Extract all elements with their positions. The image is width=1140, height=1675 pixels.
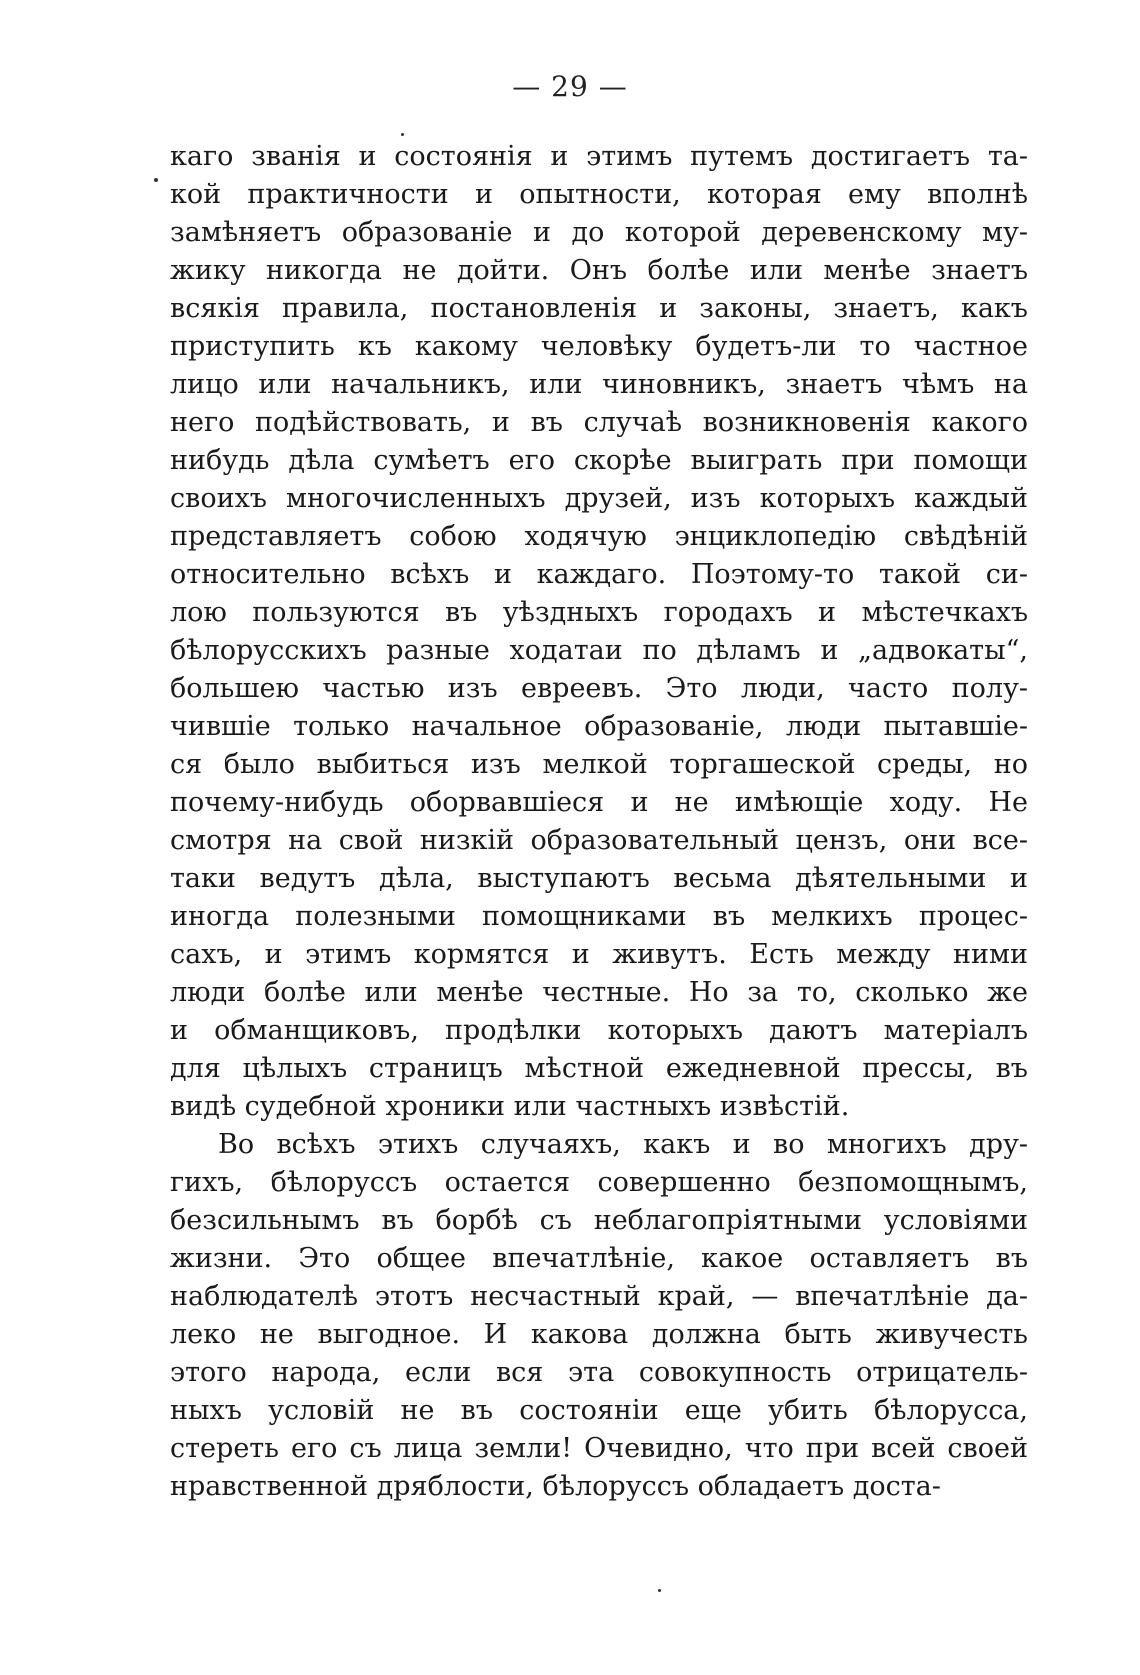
text-line: бѣлорусскихъ разные ходатаи по дѣламъ и „адвокаты“, xyxy=(170,635,1028,666)
paragraph-1 xyxy=(170,138,1028,1126)
text-line: Во всѣхъ этихъ случаяхъ, какъ и во многихъ дру- xyxy=(218,1129,1028,1160)
body-text xyxy=(170,138,1028,1506)
text-line: гихъ, бѣлоруссъ остается совершенно безпомощнымъ, xyxy=(170,1167,1028,1198)
text-line: относительно всѣхъ и каждаго. Поэтому-то такой си- xyxy=(170,559,1028,590)
print-speck xyxy=(658,1589,661,1592)
text-line: жизни. Это общее впечатлѣніе, какое оставляетъ въ xyxy=(170,1243,1028,1274)
text-line: иногда полезными помощниками въ мелкихъ процес- xyxy=(170,901,1028,932)
text-line: чившіе только начальное образованіе, люди пытавшіе- xyxy=(170,711,1028,742)
text-line: нравственной дряблости, бѣлоруссъ обладаетъ доста- xyxy=(170,1471,941,1502)
page-number: — 29 — xyxy=(512,70,628,103)
text-line: безсильнымъ въ борбѣ съ неблагопріятными условіями xyxy=(170,1205,1028,1236)
text-line: замѣняетъ образованіе и до которой деревенскому му- xyxy=(170,217,1028,248)
text-line: лою пользуются въ уѣздныхъ городахъ и мѣстечкахъ xyxy=(170,597,1028,628)
text-line: ныхъ условій не въ состояніи еще убить бѣлорусса, xyxy=(170,1395,1028,1426)
text-line: лицо или начальникъ, или чиновникъ, знаетъ чѣмъ на xyxy=(170,369,1028,400)
print-speck xyxy=(154,178,158,182)
text-line: него подѣйствовать, и въ случаѣ возникновенія какого xyxy=(170,407,1028,438)
paragraph-2 xyxy=(170,1126,1028,1506)
text-line: представляетъ собою ходячую энциклопедію свѣдѣній xyxy=(170,521,1028,552)
text-line: кой практичности и опытности, которая ему вполнѣ xyxy=(170,179,1028,210)
print-speck xyxy=(401,133,404,136)
text-line: таки ведутъ дѣла, выступаютъ весьма дѣятельными и xyxy=(170,863,1028,894)
text-line: и обманщиковъ, продѣлки которыхъ даютъ матеріалъ xyxy=(170,1015,1028,1046)
text-line: сахъ, и этимъ кормятся и живутъ. Есть между ними xyxy=(170,939,1028,970)
text-line: ся было выбиться изъ мелкой торгашеской среды, но xyxy=(170,749,1028,780)
text-line: нибудь дѣла сумѣетъ его скорѣе выиграть при помощи xyxy=(170,445,1028,476)
text-line: каго званія и состоянія и этимъ путемъ достигаетъ та- xyxy=(170,141,1028,172)
text-line: всякія правила, постановленія и законы, знаетъ, какъ xyxy=(170,293,1028,324)
text-line: для цѣлыхъ страницъ мѣстной ежедневной прессы, въ xyxy=(170,1053,1028,1084)
text-line: жику никогда не дойти. Онъ болѣе или менѣе знаетъ xyxy=(170,255,1028,286)
text-line: наблюдателѣ этотъ несчастный край, — впечатлѣніе да- xyxy=(170,1281,1028,1312)
text-line: своихъ многочисленныхъ друзей, изъ которыхъ каждый xyxy=(170,483,1028,514)
text-line: люди болѣе или менѣе честные. Но за то, сколько же xyxy=(170,977,1028,1008)
text-line: смотря на свой низкій образовательный цензъ, они все- xyxy=(170,825,1028,856)
text-line: видѣ судебной хроники или частныхъ извѣстій. xyxy=(170,1091,850,1122)
text-line: почему-нибудь оборвавшіеся и не имѣющіе ходу. Не xyxy=(170,787,1028,818)
text-line: стереть его съ лица земли! Очевидно, что при всей своей xyxy=(170,1433,1028,1464)
text-line: этого народа, если вся эта совокупность отрицатель- xyxy=(170,1357,1028,1388)
text-line: большею частью изъ евреевъ. Это люди, часто полу- xyxy=(170,673,1028,704)
text-line: приступить къ какому человѣку будетъ-ли то частное xyxy=(170,331,1028,362)
text-line: леко не выгодное. И какова должна быть живучесть xyxy=(170,1319,1028,1350)
